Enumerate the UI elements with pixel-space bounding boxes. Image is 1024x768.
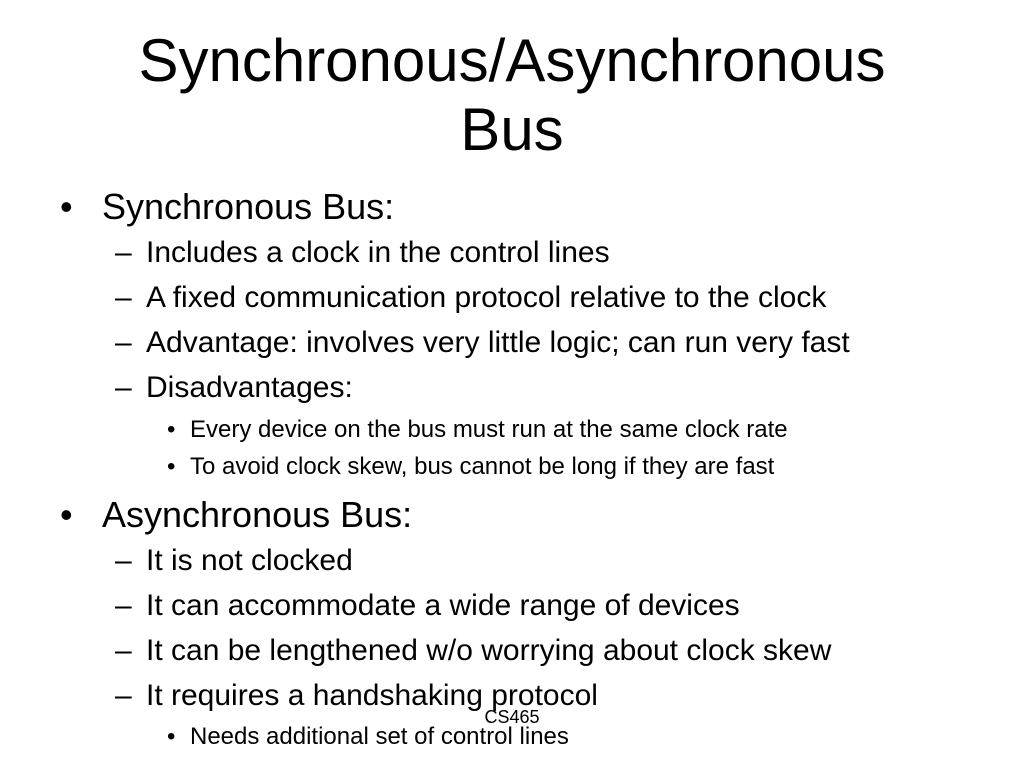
- async-bus-item: It requires a handshaking protocol: [146, 679, 598, 712]
- bullet-dash: –: [115, 236, 132, 269]
- slide-footer: CS465: [484, 707, 540, 727]
- bullet-dot-small: •: [167, 416, 176, 443]
- bullet-dot: •: [60, 186, 73, 227]
- sync-bus-item: Includes a clock in the control lines: [146, 236, 610, 269]
- async-bus-item: It can be lengthened w/o worrying about clock skew: [146, 634, 832, 667]
- slide-title-line-2: Bus: [460, 96, 564, 163]
- bullet-dash: –: [115, 589, 132, 622]
- bullet-dash: –: [115, 634, 132, 667]
- sync-bus-item: A fixed communication protocol relative to the clock: [146, 281, 827, 314]
- async-bus-item: It can accommodate a wide range of devices: [146, 589, 740, 622]
- sync-bus-item: Disadvantages:: [146, 371, 353, 404]
- sync-disadvantage-item: To avoid clock skew, bus cannot be long if they are fast: [190, 453, 775, 480]
- async-handshake-sub-item: Needs additional set of control lines: [190, 723, 569, 750]
- sync-bus-item: Advantage: involves very little logic; can run very fast: [146, 326, 850, 359]
- bullet-dot-small: •: [167, 453, 176, 480]
- slide-title: [0, 26, 1024, 164]
- async-bus-heading: Asynchronous Bus:: [102, 494, 413, 535]
- bullet-dash: –: [115, 679, 132, 712]
- async-bus-item: It is not clocked: [146, 544, 353, 577]
- sync-disadvantage-item: Every device on the bus must run at the same clock rate: [190, 416, 788, 443]
- bullet-dash: –: [115, 544, 132, 577]
- bullet-dash: –: [115, 281, 132, 314]
- bullet-dash: –: [115, 371, 132, 404]
- slide-title-line-1: Synchronous/Asynchronous: [138, 27, 886, 94]
- bullet-dot: •: [60, 494, 73, 535]
- bullet-dot-small: •: [167, 723, 176, 750]
- sync-bus-heading: Synchronous Bus:: [102, 186, 395, 227]
- bullet-dash: –: [115, 326, 132, 359]
